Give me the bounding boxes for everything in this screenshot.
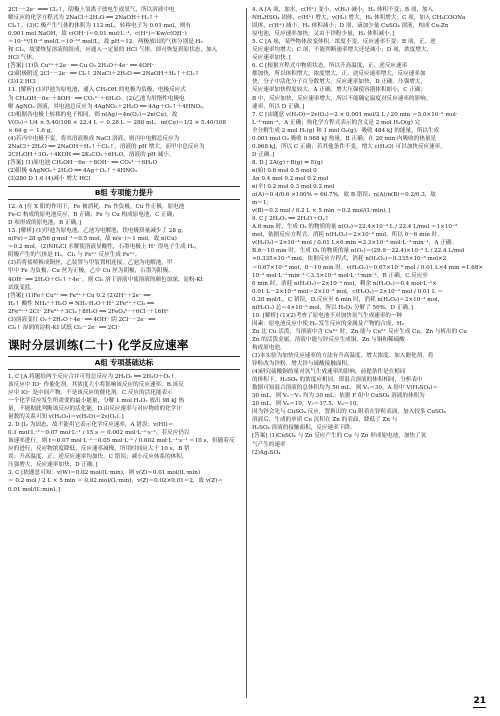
text-line: ＝0.67×10⁻³ mol，6～10 min 时，v(H₂O₂)＝0.67×10⁻³ mol / 0.01 L×4 min ≈1.68×: [252, 264, 484, 271]
text-line: 为 CH₃OH－6e⁻＋8OH⁻ ══ CO₃²⁻＋6H₂O。(2)乙池为用惰性电极电: [8, 95, 185, 102]
text-line: ≈0.335×10⁻³ mol，依据反应方程式，消耗 n(H₂O₂)＝0.335×10⁻³ mol×2: [252, 256, 447, 263]
text-line: (2)阳极 4AgNO₃＋2H₂O ══ 4Ag＋O₂↑＋4HNO₃: [8, 167, 137, 174]
text-line: α(A)＝0.4/0.6 ×100% ≈ 66.7%，故 B 错误；n(A)/n(B)＝0.2/0.3，故: [252, 192, 436, 199]
text-line: 9. C [ 2H₂O₂ ══ 2H₂O＋O₂↑: [252, 216, 330, 223]
text-line: 反应速率加快程度较大，A 正确，增大压强使容器体积缩小，C 正确；: [252, 87, 427, 94]
text-line: [答案] (1)CuSO₄ 与 Zn 反应产生的 Cu 与 Zn 形成原电池，加快了氢: [252, 433, 427, 440]
text-line: × 64 g ＝ 1.6 g。: [8, 127, 56, 134]
text-line: 快，分子中活化分子百分数增大，反应速率加快，D 正确。压强增大，: [252, 79, 427, 86]
text-line: mol，依据反应方程式，消耗 n(H₂O₂)＝2×10⁻³ mol，所以 0～6 min 时，: [252, 232, 443, 239]
section-heading-a: A组 专项基础达标: [8, 356, 240, 370]
text-line: 该速率进行，则 t＝0.07 mol·L⁻¹－0.05 mol·L⁻¹ / 0.002 mol·L⁻¹·s⁻¹ ＝10 s，但随着反: [8, 438, 235, 445]
text-line: 0.001 mol O₂ 吸收 0.968 kJ 热量，B 正确；在 20 min 内吸收的热量是: [252, 135, 437, 142]
page-number: 21: [473, 696, 486, 706]
text-line: 数据可知混合溶液的总体积均为 50 mL，则 V₁＝30，A 组中 V(H₂SO₄)＝: [252, 385, 439, 392]
text-line: 解反应的化学方程式为 2NaCl＋2H₂O ══ 2NaOH＋H₂↑＋: [8, 15, 159, 22]
text-line: 2Fe³⁺＋2Cl⁻ 2Fe³⁺＋3Cl₂＋8H₂O ══ 2FeO₄²⁻＋6Cl⁻＋16H⁺: [8, 308, 170, 315]
text-line: 0.001 mol NaOH，故 c(OH⁻)＝0.01 mol·L⁻¹，c(H⁺)＝Kw/c(OH⁻): [8, 31, 187, 38]
text-line: 0.20 mol/L，C 错误。D.反应至 6 min 时，消耗 n(H₂O₂)＝2×10⁻³ mol，: [252, 296, 444, 303]
text-line: 固体，c(H⁺) 减小，H₂ 体积减小；D 项，滴加少量 CuSO₄ 溶液，构成 Cu-Zn: [252, 23, 449, 30]
text-line: Cl₂↑。(3)C 极产生气体的体积为 112 mL，转移电子为 0.01 mol，则有: [8, 23, 191, 30]
text-line: 溶液后，生成的单质 Cu 沉积在 Zn 的表面，降低了 Zn 与: [252, 417, 398, 424]
text-line: Fe-C 构成的原电池反应，B 正确；Fe 与 Cu 构成原电池，C 正确；: [8, 212, 178, 219]
text-line: D 正确。]: [252, 151, 275, 158]
text-line: (3)280 D 1.6 (4)减小 增大 HCl: [8, 175, 91, 182]
left-block-b: [8, 203, 240, 332]
text-line: 反应速率加快。]: [252, 55, 291, 62]
text-line: n(Fe)＝28 g/56 g·mol⁻¹＝0.5 mol，故 n(e⁻)＝1 mol，故 n(Cu): [8, 236, 177, 243]
text-line: [答案] (1)负 Cu²⁺＋2e⁻ ══ Cu O₂ 2H₂O＋4e⁻ ══ 4OH⁻: [8, 63, 155, 70]
text-line: Zn 比 Cu 活泼，当溶液中含 Cu²⁺ 时，Zn 能与 Cu²⁺ 反应生成 Cu，Zn 与析出的 Cu: [252, 328, 467, 335]
text-line: 2NaCl＋2H₂O ══ 2NaOH＋H₂↑＋Cl₂↑，溶液的 pH 增大，而甲中总反应为: [8, 143, 205, 150]
right-block-b: [252, 223, 492, 456]
text-line: 4OH⁻ ══ 2H₂O＋O₂↑＋4e⁻，则 Cl₂ 溶于溶液中使溶液的颜色加深，淀粉-KI: [8, 276, 203, 283]
text-line: 该反应中 IO⁻ 作催化剂，其浓度大小将影响该反应的反应速率。B.该反: [8, 381, 184, 388]
text-line: H₂↑ 酸性 NH₄⁺＋H₂O ⇌ NH₃·H₂O＋H⁺ 2Fe²⁺＋Cl₂ ══: [8, 300, 154, 307]
text-line: ＝10⁻¹⁴/10⁻² mol/L＝10⁻¹² mol/L，故 pH＝12。两极放出的气体分别是 H₂: [8, 39, 203, 46]
text-line: NH₄HSO₄ 固体，c(H⁺) 增大，v(H₂) 增大，H₂ 体积增大；C 项，加入 CH₃COONa: [252, 15, 466, 22]
text-line: 2. D [I₂ 为固态，故不能用它表示化学反应速率，A 错误；v(HI)＝: [8, 422, 174, 429]
text-line: ＝0.2 mol。(2)NH₄Cl 水解使溶液显酸性，石墨电极上 H⁺ 得电子生成 H₂，: [8, 244, 201, 251]
text-line: 压强增大，反应速率加快，D 正确。]: [8, 462, 98, 469]
text-line: H₂SO₄ 溶液的接触面积，反应速率下降。: [252, 425, 356, 432]
text-line: L⁻¹·min⁻¹，A 正确；热化学方程式表示的含义是 2 mol H₂O(g) 完: [252, 119, 421, 126]
text-line: HCl 气体。: [8, 55, 38, 62]
text-line: 速率，所以 D 正确。]: [252, 103, 305, 110]
text-line: 量，不能据此判断该反应的活化能。D.由反应速率与对应物质的化学计: [8, 406, 182, 413]
text-line: (4)若丙中电极不变，将其溶液换成 NaCl 溶液，则丙中电解总反应为: [8, 135, 180, 142]
column-divider: [246, 8, 247, 698]
text-line: 8. D [ 2A(g)＋B(g) ⇌ E(g): [252, 159, 323, 166]
text-line: Zn 的活泼金属，溶液中能与锌反应生成铜，Zn 与铜和稀硫酸: [252, 336, 405, 343]
text-line: (3)溶液变红 O₂＋2H₂O＋4e⁻ ══ 4OH⁻ 阴 2Cl⁻－2e⁻ ══: [8, 316, 156, 323]
text-line: n(始) 0.6 mol 0.5 mol 0: [252, 167, 317, 174]
text-line: 2CH₃OH＋3O₂＋4KOH ══ 2K₂CO₃＋6H₂O，溶液的 pH 减小。: [8, 151, 175, 158]
left-block-c: [8, 373, 240, 494]
text-line: 12. A [在 X 阳的作用下，Fe 被消耗，Fe 作负极，Cu 作正极，原电池: [8, 204, 185, 211]
text-line: 0.1 mol·L⁻¹－0.07 mol·L⁻¹ / 15 s ＝ 0.002 mol·L⁻¹·s⁻¹，若反应仍以: [8, 430, 190, 437]
left-column: [8, 6, 240, 494]
text-line: (3)本实验为加快反应速率的方法有升高温度、增大浓度、加入催化剂，将: [252, 353, 434, 360]
text-line: 量数的关系可知 v(H₂O₂)＝v(H₂O)＝2v(O₂)。]: [8, 414, 124, 421]
text-line: 1. C [A.将题给两个反应合并可得总反应为 2H₂O₂ ══ 2H₂O＋O₂↑，: [8, 373, 181, 380]
right-block-a: [252, 6, 492, 223]
text-line: B.6～10 min 时，生成 O₂ 的物质的量 n(O₂)＝(29.9－22.4)×10⁻³ L / 22.4 L/mol: [252, 248, 465, 255]
text-line: 因素：原电池反应中使 H₂ 发生反应的金属及产物的合成、H₂: [252, 320, 405, 327]
text-line: 和 Cl₂，故要恢复溶液的组成，应通入一定量的 HCl 气体，即可恢复到原状态，加入: [8, 47, 218, 54]
text-line: 应的进行，反应物浓度降低，反应速率减慢，所用时间应大于 10 s，B 错: [8, 446, 190, 453]
left-block-a: [8, 6, 240, 183]
text-line: 解 AgNO₃ 溶液，其电池总反应为 4AgNO₃＋2H₂O ══ 4Ag＋O₂↑＋4HNO₃。: [8, 103, 208, 110]
text-line: 20 mL，则 V₆＝10，V₇＝17.5，V₉＝10。: [252, 401, 362, 408]
text-line: 2Cl⁻－2e⁻ ═══ Cl₂↑，阴极上氢离子放电生成氢气，所以溶液中电: [8, 7, 175, 13]
text-line: 4. A [A 项，加水，c(H⁺) 变小，v(H₂) 减小，H₂ 体积不变；B 项，加入: [252, 7, 434, 13]
text-line: v(B)＝0.2 mol / 0.2 L × 5 min ＝0.2 mol/(L·min)。]: [252, 208, 391, 215]
text-line: 5. C [A 项，某些物体改变体积，浓度不变，反应速率不变；B 项，正、逆: [252, 39, 436, 46]
text-line: 11. [解析] (1)甲池为原电池，通入 CH₃OH 的电极为负极，电极反应式: [8, 87, 186, 94]
text-line: 30 mL，则 V₁～V₅ 均为 30 mL；依据 F 组中 CuSO₄ 溶液的体积为: [252, 393, 425, 400]
text-line: (3)根据各电极上转移的电子相同，则 n(Ag)＝4n(O₂)＝2n(Cu)，故: [8, 111, 178, 118]
text-line: 10. [解析] (1)(2)考查了原电池不对加快氢气生成速率的一种: [252, 312, 403, 319]
text-line: [答案] (1)Fe＋Cu²⁺ ══ Fe²⁺＋Cu 0.2 (2)2H⁺＋2e⁻ ══: [8, 292, 151, 299]
text-line: [答案] (1)原电池 CH₃OH－6e⁻＋8OH⁻ ══ CO₃²⁻＋6H₂O: [8, 159, 158, 166]
text-line: A.6 min 时，生成 O₂ 的物质的量 n(O₂)＝22.4×10⁻³ L / 22.4 L/mol ＝1×10⁻³: [252, 224, 458, 231]
text-line: 7. C [由题意 v(H₂O)＝2v(O₂)＝2 × 0.001 mol/2 L / 20 min ＝5.0×10⁻⁵ mol·: [252, 111, 458, 118]
text-line: 气产生的速率: [252, 441, 286, 448]
text-line: (3)若将盐桥换成铜丝，乙装置与甲装置相连接，乙池为电解池，甲: [8, 260, 173, 267]
text-line: m＝1；: [252, 200, 273, 207]
text-line: 试纸变蓝。: [8, 284, 36, 291]
text-line: B 中，反应加快，反应速率增大，所以不能确定温度对反应速率的影响。: [252, 95, 432, 102]
right-column: [252, 6, 492, 457]
text-line: v(H₂O₂)＝2×10⁻³ mol / 0.01 L×6 min ≈3.3×10⁻² mol·L⁻¹·min⁻¹，A 正确。: [252, 240, 458, 247]
text-line: (2)Ag₂SO₄: [252, 449, 281, 456]
text-line: 13. [解析] (1)甲池为原电池，乙池为电解池，铁电极质量减少了 28 g，: [8, 228, 187, 235]
text-line: ＝ 0.2 mol / 2 L × 5 min ＝ 0.02 mol/(L·min)，v(Z)＝0.02×0.01＝2，故 v(Z)＝: [8, 478, 223, 485]
lesson-title: 课时分层训练(二十) 化学反应速率: [8, 337, 189, 352]
text-line: (4)研究硫酸铜的量对氢气生成速率的影响，前提条件是在相同: [252, 369, 406, 376]
text-line: 阴极产生的气体是 H₂，Cl₂ 与 Fe²⁺ 反应生成 Fe³⁺。: [8, 252, 141, 259]
text-line: 0.01 L－2×10⁻³ mol＝2×10⁻³ mol，c(H₂O₂)＝2×10⁻³ mol / 0.01 L ＝: [252, 288, 443, 295]
text-line: (2)阴极附近 2Cl⁻－2e⁻ ══ Cl₂↑ 2NaCl＋2H₂O ══ 2NaOH＋H₂↑＋Cl₂↑: [8, 71, 200, 78]
text-line: 反应速率均增大；C 项，不能判断速率增大还是减小；D 项，浓度增大，: [252, 47, 433, 54]
text-line: 0.01 mol/(L·min)。]: [8, 486, 61, 493]
text-line: 6 min 时，消耗 n(H₂O₂)＝2×10⁻³ mol，剩余 n(H₂O₂)＝0.4 mol·L⁻¹×: [252, 280, 437, 287]
text-line: (3)12 HCl: [8, 79, 36, 86]
text-line: 一个化学反应发生所需要的最小能量，分解 1 mol H₂O₂ 放出 98 kJ 热: [8, 398, 185, 405]
text-line: 3. C [依题意可知：v(W)＝0.02 mol/(L·min)，则 v(Z)＝0.01 mol/(L·min): [8, 470, 201, 477]
text-line: 全分解生成 2 mol H₂(g) 和 1 mol O₂(g)，吸收 484 kJ 的能量，所以生成: [252, 127, 440, 134]
text-line: V(O₂)＝1/4 × 5.40/108 × 22.4 L ＝ 0.28 L ＝ 280 mL，m(Cu)＝1/2 × 5.40/108: [8, 119, 227, 126]
text-line: n(平) 0.2 mol 0.3 mol 0.2 mol: [252, 184, 335, 191]
text-line: n(H₂O₂) 总＝4×10⁻³ mol，所以 H₂O₂ 分解了 50%，D 正确。]: [252, 304, 413, 311]
text-line: Cl₂↑ 湿润的淀粉-KI 试纸 Cl₂－2e⁻ ══ 2Cl⁻: [8, 324, 121, 331]
text-line: 甲中 Fe 为负极，Cu 丝为正极，乙中 Cu 丝为阴极，石墨为阳极，: [8, 268, 174, 275]
text-line: 都加快，所以体积增大，浓度增大，正、逆反应速率增大，反应速率加: [252, 71, 426, 78]
text-line: 0.968 kJ，所以 C 正确；若其他条件不变，增大 c(H₂O) 可以加快反应速率，: [252, 143, 446, 150]
text-line: 误；升高温度，正、逆反应速率均加快，C 错误；减小反应体系的体积，: [8, 454, 188, 461]
text-line: 因为锌会先与 CuSO₄ 反应，置换出的 Cu 附着在锌粒表面，加入较多 CuSO₄: [252, 409, 446, 416]
text-line: 的体积下，H₂SO₄ 的浓度应相同，即混合溶液的体积相同，分析表中: [252, 377, 423, 384]
text-line: 构成原电池。: [252, 344, 286, 351]
text-line: 原电池，反应速率加快，又由于锌粉少量，H₂ 体积减小。]: [252, 31, 395, 38]
text-line: 10⁻² mol·L⁻¹·min⁻¹＜3.3×10⁻² mol·L⁻¹·min⁻¹，B 正确。C.反应至: [252, 272, 428, 279]
text-line: D 项形成的原电池，B 正确。]: [8, 220, 82, 227]
text-line: 6. C [根据方程式中物质状态，所以升高温度，正、逆反应速率: [252, 63, 408, 70]
text-line: 锌粒改为锌粉，增大锌与硫酸接触面积。: [252, 361, 353, 368]
text-line: Δn 0.4 mol 0.2 mol 0.2 mol: [252, 175, 329, 182]
section-heading-b: B组 专项能力提升: [8, 186, 240, 200]
text-line: 应中 IO⁻ 是中间产物，不是该反应的催化剂。C.反应的活化能表示: [8, 389, 173, 396]
